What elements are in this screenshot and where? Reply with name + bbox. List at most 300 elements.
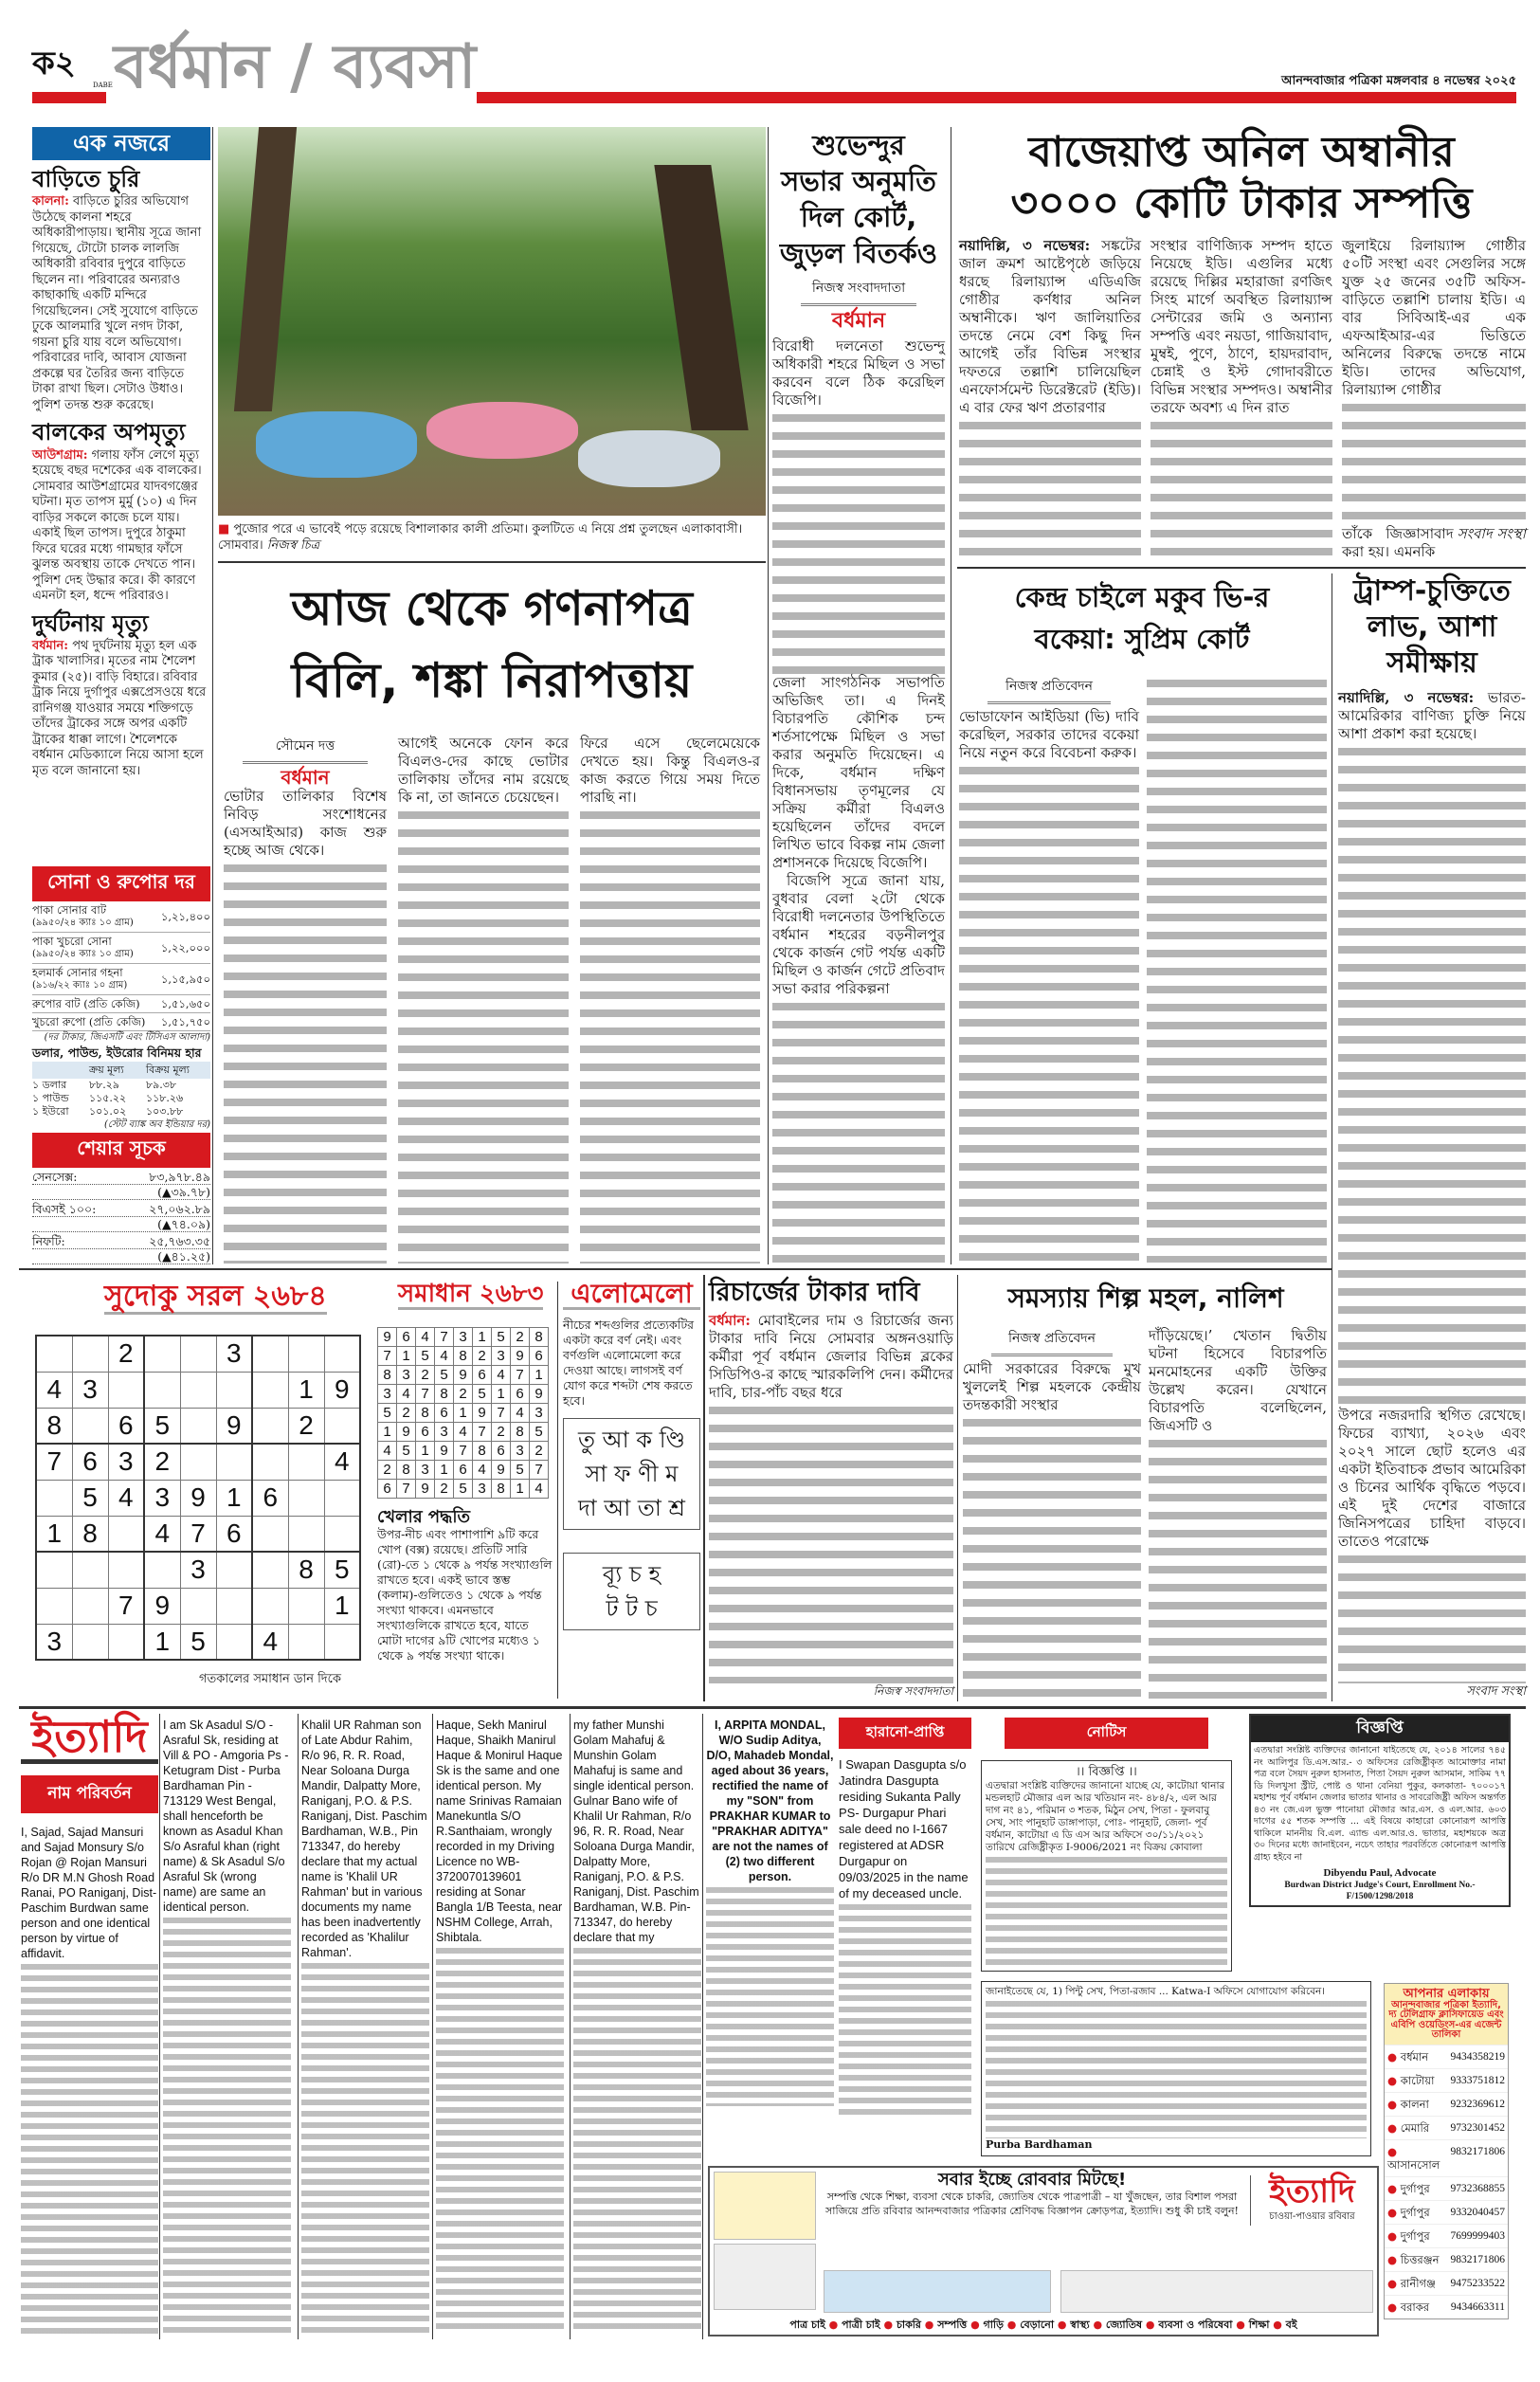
- grid-cell: 9: [216, 1408, 252, 1444]
- agent-phone[interactable]: 9333751812: [1450, 2074, 1505, 2086]
- grid-cell[interactable]: [288, 1444, 324, 1480]
- agent-phone[interactable]: 9232369612: [1450, 2098, 1505, 2110]
- brief-text: গলায় ফাঁস লেগে মৃত্যু হয়েছে বছর দশেকের এক বালকের। সোমবার আউশগ্রামের যাদবগঞ্জের ঘটনা। মৃত তাপস মুর্মু (১০) এ দিন বাড়ির সকলে কাজে চলে যায়। একাই ছিল তাপস। দুপুরে ঠাকুমা ফিরে ঘরের মধ্যে গামছার ফাঁসে ঝুলন্ত অবস্থায় তাকে দেখতে পান। পুলিশ দেহ উদ্ধার করে। কী কারণে এমনটা হল, ধন্দে পরিবারও।: [32, 447, 202, 604]
- agent-phone[interactable]: 9434358219: [1450, 2050, 1505, 2063]
- grid-cell: 4: [473, 1461, 492, 1480]
- grid-cell[interactable]: [180, 1372, 216, 1408]
- location-tag: বর্ধমান: [281, 766, 330, 789]
- vi-headline: [957, 576, 1327, 660]
- grid-cell: 6: [397, 1328, 416, 1347]
- grid-cell[interactable]: [324, 1408, 360, 1444]
- grid-cell: 8: [288, 1552, 324, 1588]
- currency: ১ পাউন্ড: [32, 1092, 69, 1104]
- share-index-row: [32, 1202, 210, 1232]
- notice-text: I, ARPITA MONDAL, W/O Sudip Aditya, D/O, Mahadeb Mondal, aged about 36 years, rectified the name of my "SON" from PRAKHAR KUMAR to "PRAKHAR ADITYA" are not the names of (2) two different person.: [706, 1718, 834, 1883]
- grid-row: [378, 1347, 549, 1366]
- grid-cell[interactable]: [144, 1552, 180, 1588]
- section-masthead: বর্ধমান / ব্যবসা: [114, 32, 477, 102]
- agent-list: [1384, 1983, 1509, 2319]
- agent-row: ● কালনা 9232369612: [1385, 2092, 1508, 2116]
- byline: সৌমেন দত্ত: [275, 738, 335, 754]
- agent-subtitle: আনন্দবাজার পত্রিকা ইত্যাদি, দ্য টেলিগ্রাফ ক্লাসিফায়েড এবং এবিপি ওয়েডিংস-এর এজেন্ট তালিকা: [1388, 1999, 1504, 2041]
- grid-cell: 7: [473, 1423, 492, 1442]
- grid-cell: 3: [511, 1442, 530, 1461]
- index-name: সেনসেক্স:: [32, 1170, 78, 1184]
- grid-cell: 9: [416, 1480, 435, 1499]
- sidebar-brief: [32, 609, 210, 780]
- grid-cell[interactable]: [180, 1444, 216, 1480]
- grid-cell: 8: [378, 1366, 397, 1385]
- anil-col-3: [1342, 237, 1526, 561]
- sell-rate: ১০৩.৮৮: [146, 1105, 184, 1118]
- grid-cell: 9: [180, 1480, 216, 1516]
- grid-cell: 9: [324, 1372, 360, 1408]
- grid-cell[interactable]: [180, 1408, 216, 1444]
- index-value: ৮৩,৯৭৮.৪৯: [149, 1170, 210, 1184]
- classified-column: [163, 1718, 291, 2334]
- location-tag: কালনা:: [32, 194, 69, 209]
- grid-cell: 7: [435, 1328, 454, 1347]
- ad-category: গাড়ি: [983, 2318, 1004, 2331]
- sidebar-brief: [32, 168, 210, 413]
- grid-cell: 3: [530, 1404, 549, 1423]
- ittadi-advertisement: সবার ইচ্ছে রোববার মিটছে! সম্পত্তি থেকে শিক্ষা, ব্যবসা থেকে চাকরি, জ্যোতিষ থেকে পাত্রপাত্রী – যা খুঁজছেন, তার বিশাল পসরা সাজিয়ে প্রতি রবিবার আনন্দবাজার পত্রিকার শ্রেণিবদ্ধ বিজ্ঞাপন ক্রোড়পত্র, ইত্যাদি। শুধু কী চাই বলুন! ইত্যাদি চাওয়া-পাওয়ার রবিবার পাত্র চাই ● পাত্রী চাই ● চাকরি ● সম্পত্তি ● গাড়ি ● বেড়ানো ● স্বাস্থ্য ● জ্যোতিষ ● ব্যবসা ও পরিষেবা ● শিক্ষা ● বই: [708, 2166, 1379, 2337]
- sidebar-brief: [32, 421, 210, 604]
- grid-cell: 7: [36, 1444, 72, 1480]
- grid-row: [36, 1516, 360, 1552]
- jumbled-word: তু আ ক ণ্ডি: [578, 1427, 685, 1454]
- bijnapti-notice: [1249, 1714, 1511, 1907]
- grid-cell: 9: [378, 1328, 397, 1347]
- ittadi-ad-logo: ইত্যাদি: [1269, 2173, 1355, 2210]
- byline: নিজস্ব সংবাদদাতা: [811, 281, 906, 296]
- grid-cell[interactable]: [252, 1516, 288, 1552]
- grid-cell[interactable]: [72, 1624, 108, 1660]
- ad-category: শিক্ষা: [1248, 2318, 1270, 2331]
- grid-cell: 3: [473, 1480, 492, 1499]
- agent-row: ● চিত্তরঞ্জন 9832171806: [1385, 2247, 1508, 2271]
- grid-cell: 1: [435, 1461, 454, 1480]
- grid-row: [378, 1461, 549, 1480]
- agent-phone[interactable]: 9475233522: [1450, 2277, 1505, 2289]
- grid-cell: 3: [144, 1480, 180, 1516]
- headline-line: ট্রাম্প-চুক্তিতে: [1353, 574, 1511, 608]
- grid-cell: 2: [530, 1442, 549, 1461]
- brief-headline: দুর্ঘটনায় মৃত্যু: [32, 609, 149, 637]
- grid-cell: 2: [144, 1444, 180, 1480]
- brief-text: বাড়িতে চুরির অভিযোগ উঠেছে কালনা শহরে অধিকারীপাড়ায়। স্থানীয় সূত্রে জানা গিয়েছে, টোটো চালক লালজি অধিকারী রবিবার দুপুরে বাড়িতে ছিলেন না। পরিবারের অন্যরাও কাছাকাছি একটি মন্দিরে গিয়েছিলেন। সেই সুযোগে বাড়িতে ঢুকে আলমারি খুলে নগদ টাকা, গয়না চুরি যায় বলে অভিযোগ। পরিবারের দাবি, আবাস যোজনা প্রকল্পে ঘর তৈরির জন্য বাড়িতে টাকা রাখা ছিল। সেটাও উধাও। পুলিশ তদন্ত শুরু করেছে।: [32, 194, 202, 412]
- bijnapti-title: বিজ্ঞপ্তি: [1251, 1716, 1509, 1742]
- grid-cell: 2: [492, 1423, 511, 1442]
- rate-price: ১,৫১,৬৫০: [160, 997, 210, 1010]
- grid-cell[interactable]: [288, 1624, 324, 1660]
- notice-text: I am Sk Asadul S/O - Asraful Sk, residing at Vill & PO - Amgoria Ps - Ketugram Dist - Purba Bardhaman Pin - 713129 West Bengal, shall henceforth be known as Asadul Khan S/o Asraful khan (right name) & Sk Asadul S/o Asraful Sk (wrong name) are same an identical person.: [163, 1718, 289, 1914]
- grid-row: [36, 1588, 360, 1624]
- agent-phone[interactable]: 9732301452: [1450, 2121, 1505, 2134]
- grid-row: [378, 1366, 549, 1385]
- grid-cell[interactable]: [216, 1552, 252, 1588]
- location-tag: আউশগ্রাম:: [32, 447, 88, 463]
- brief-body: [32, 194, 210, 413]
- index-name: বিএসই ১০০:: [32, 1202, 97, 1216]
- grid-cell: 2: [416, 1366, 435, 1385]
- rate-label: রুপোর বাট (প্রতি কেজি): [32, 997, 140, 1010]
- grid-cell: 3: [180, 1552, 216, 1588]
- grid-cell: 6: [108, 1408, 144, 1444]
- lead-col-3: [580, 735, 760, 1264]
- agent-place: বরাকর: [1400, 2300, 1430, 2314]
- grid-cell: 1: [216, 1480, 252, 1516]
- news-photo-kali-idol: [218, 127, 766, 516]
- grid-cell: 4: [511, 1404, 530, 1423]
- credit: সংবাদ সংস্থা: [1466, 1684, 1526, 1699]
- ad-category: বই: [1285, 2318, 1297, 2331]
- grid-cell: 9: [397, 1423, 416, 1442]
- notice-text: Haque, Sekh Manirul Haque, Shaikh Manirul Haque & Monirul Haque Sk is the same and one identical person. My name Srinivas Ramaian Manekuntla S/O R.Santhaiam, wrongly recorded in my Driving Licence no WB-3720070139601 residing at Sonar Bangla 1/B Teesta, near NSHM College, Arrah, Shibtala.: [436, 1718, 563, 1944]
- agent-row: ● বর্ধমান 9434358219: [1385, 2045, 1508, 2068]
- vi-col-1: [959, 675, 1139, 1263]
- grid-cell[interactable]: [72, 1588, 108, 1624]
- agent-row: ● দুর্গাপুর 9732368855: [1385, 2176, 1508, 2200]
- grid-row: [378, 1423, 549, 1442]
- gold-silver-rates: [32, 866, 210, 1264]
- lead-headline-line: আজ থেকে গণনাপত্র: [291, 581, 693, 636]
- ad-category: স্বাস্থ্য: [1070, 2318, 1090, 2331]
- grid-cell: 5: [473, 1385, 492, 1404]
- grid-row: [36, 1552, 360, 1588]
- grid-cell[interactable]: [252, 1372, 288, 1408]
- grid-cell: 3: [397, 1366, 416, 1385]
- index-value: ২৫,৭৬৩.৩৫: [149, 1234, 210, 1248]
- agent-phone[interactable]: 9832171806: [1450, 2253, 1505, 2265]
- ad-text: সম্পত্তি থেকে শিক্ষা, ব্যবসা থেকে চাকরি, জ্যোতিষ থেকে পাত্রপাত্রী – যা খুঁজছেন, তার বিশাল পসরা সাজিয়ে প্রতি রবিবার আনন্দবাজার পত্রিকার শ্রেণিবদ্ধ বিজ্ঞাপন ক্রোড়পত্র, ইত্যাদি। শুধু কী চাই বলুন!: [825, 2190, 1239, 2217]
- grid-cell: 6: [416, 1423, 435, 1442]
- agent-row: ● দুর্গাপুর 9332040457: [1385, 2200, 1508, 2224]
- classified-column: [706, 1718, 834, 2106]
- agent-place: বর্ধমান: [1400, 2049, 1429, 2064]
- notice-text: my father Munshi Golam Mahafuj & Munshin Golam Mahafuj is same and single identical person. Gulnar Bano wife of Khalil Ur Rahman, R/o 96, R. R. Road, Near Soloana Durga Mandir, Dalpatty More, Raniganj, P.O. & P.S. Raniganj, Dist. Paschim Bardhaman, W.B. Pin-713347, do hereby declare that my: [573, 1718, 699, 1944]
- article-text: সংস্থার বাণিজ্যিক সম্পদ হাতে নিয়েছে ইডি। এগুলির মধ্যে রয়েছে দিল্লির মহারাজা রণজিৎ সিংহ মার্গে অবস্থিত রিলায়্যান্স সেন্টারের জমি ও অন্যান্য সম্পত্তি এবং নয়ডা, গাজিয়াবাদ, মুম্বই, পুণে, ঠাণে, হায়দরাবাদ, চেন্নাই ও ইস্ট গোদাবরীতে বিভিন্ন সংস্থার সম্পদও। অম্বানীর তরফে অবশ্য এ দিন রাত: [1150, 237, 1332, 416]
- rules-title: খেলার পদ্ধতি: [377, 1507, 470, 1527]
- grid-cell: 4: [36, 1372, 72, 1408]
- notice-text: I, Sajad, Sajad Mansuri and Sajad Monsury S/o Rojan @ Rojan Mansuri R/o DR M.N Ghosh Road Ranai, PO Raniganj, Dist- Paschim Burdwan same person and one identical person by virtue of affidavit.: [21, 1826, 157, 1961]
- grid-cell: 8: [397, 1461, 416, 1480]
- grid-cell[interactable]: [36, 1552, 72, 1588]
- sell-rate: ১১৮.২৬: [146, 1092, 184, 1104]
- gold-rates-title: সোনা ও রুপোর দর: [32, 866, 210, 901]
- jumble-instructions: নীচের শব্দগুলির প্রত্যেকটির একটা করে বর্ণ নেই। এবং বর্ণগুলি এলোমেলো করে দেওয়া আছে। লাগসই বর্ণ যোগ করে শব্দটা শেষ করতে হবে।: [563, 1318, 695, 1409]
- agent-place: দুর্গাপুর: [1400, 2181, 1430, 2195]
- jumble-puzzle: [563, 1280, 700, 1630]
- share-index-title: শেয়ার সূচক: [32, 1133, 210, 1168]
- agent-row: ● কাটোয়া 9333751812: [1385, 2068, 1508, 2092]
- grid-cell: 9: [530, 1385, 549, 1404]
- grid-cell[interactable]: [324, 1516, 360, 1552]
- at-a-glance-sidebar: [32, 127, 210, 1264]
- grid-cell: 9: [492, 1461, 511, 1480]
- grid-cell[interactable]: [252, 1552, 288, 1588]
- byline: নিজস্ব প্রতিবেদন: [1008, 1331, 1096, 1346]
- grid-cell: 8: [492, 1480, 511, 1499]
- agent-title: আপনার এলাকায়: [1403, 1987, 1490, 2001]
- grid-cell: 3: [454, 1328, 473, 1347]
- article-text: উপরে নজরদারি স্থগিত রেখেছে। ফিচের ব্যাখ্যা, ২০২৬ এবং ২০২৭ সালে ছোট হলেও এর একটা ইতিবাচক প্রভাব আমেরিকা ও চিনের আর্থিক বৃদ্ধিতে পড়বে। এই দুই দেশের বাজারে জিনিসপত্রের চাহিদা বাড়বে। তাতেও পরোক্ষে: [1338, 1407, 1526, 1550]
- rules: [377, 1509, 553, 1664]
- grid-cell: 7: [378, 1347, 397, 1366]
- grid-cell[interactable]: [180, 1588, 216, 1624]
- grid-cell: 8: [511, 1423, 530, 1442]
- solution-grid: [377, 1327, 549, 1499]
- grid-cell: 1: [492, 1385, 511, 1404]
- rate-row: [32, 933, 210, 964]
- grid-cell: 7: [454, 1442, 473, 1461]
- agent-phone[interactable]: 9832171806: [1450, 2145, 1505, 2157]
- grid-cell: 9: [511, 1347, 530, 1366]
- grid-cell[interactable]: [72, 1408, 108, 1444]
- lost-found: [839, 1718, 971, 2116]
- grid-cell[interactable]: [288, 1336, 324, 1372]
- grid-cell[interactable]: [108, 1372, 144, 1408]
- grid-cell[interactable]: [36, 1588, 72, 1624]
- brief-headline: বাড়িতে চুরি: [32, 166, 140, 193]
- grid-cell[interactable]: [288, 1480, 324, 1516]
- byline: নিজস্ব প্রতিবেদন: [1006, 679, 1093, 694]
- vi-col-2: [1147, 675, 1327, 1263]
- location-tag: বর্ধমান:: [709, 1312, 751, 1330]
- ad-category: পাত্রী চাই: [842, 2318, 880, 2331]
- grid-cell[interactable]: [36, 1480, 72, 1516]
- dateline: আনন্দবাজার পত্রিকা মঙ্গলবার ৪ নভেম্বর ২০২৫: [1281, 74, 1516, 88]
- grid-cell[interactable]: [108, 1516, 144, 1552]
- grid-cell[interactable]: [252, 1336, 288, 1372]
- rate-row: [32, 901, 210, 933]
- grid-cell: 5: [378, 1404, 397, 1423]
- ad-category: সম্পত্তি: [937, 2318, 968, 2331]
- grid-cell: 9: [454, 1366, 473, 1385]
- page-number: ক২: [32, 45, 76, 82]
- rate-label: খুচরো রুপো (প্রতি কেজি): [32, 1015, 146, 1028]
- grid-cell: 6: [473, 1366, 492, 1385]
- notice-box-2: [981, 1981, 1371, 2156]
- grid-cell[interactable]: [252, 1444, 288, 1480]
- grid-cell[interactable]: [252, 1588, 288, 1624]
- grid-row: [36, 1480, 360, 1516]
- grid-cell[interactable]: [180, 1336, 216, 1372]
- article-text: সঙ্কটের জাল ক্রমশ আষ্টেপৃষ্ঠে জড়িয়ে ধরছে রিলায়্যান্স এডিএজি গোষ্ঠীর কর্ণধার অনিল অম্বানীকে। ঋণ জালিয়াতির তদন্তে নেমে বেশ কিছু দিন আগেই তাঁর বিভিন্ন সংস্থার দফতরে তল্লাশি চালিয়েছিল এনফোর্সমেন্ট ডিরেক্টরেট (ইডি)। এ বার ফের ঋণ প্রতারণার: [959, 237, 1141, 416]
- agent-phone[interactable]: 9434663311: [1450, 2300, 1505, 2313]
- grid-cell: 2: [288, 1408, 324, 1444]
- grid-cell: 2: [454, 1385, 473, 1404]
- lead-headline-line: বিলি, শঙ্কা নিরাপত্তায়: [291, 653, 693, 708]
- grid-cell: 7: [180, 1516, 216, 1552]
- headline-line: লাভ, আশা: [1367, 610, 1497, 644]
- grid-cell: 6: [492, 1442, 511, 1461]
- grid-cell: 1: [144, 1624, 180, 1660]
- brief-body: [32, 448, 210, 605]
- headline-line: শুভেন্দুর: [812, 129, 905, 161]
- agent-row: ● দুর্গাপুর 7699999403: [1385, 2224, 1508, 2247]
- agent-phone[interactable]: 9732368855: [1450, 2182, 1505, 2194]
- lead-col-1: [224, 735, 387, 1264]
- grid-cell: 4: [435, 1347, 454, 1366]
- grid-cell[interactable]: [324, 1480, 360, 1516]
- grid-cell[interactable]: [324, 1336, 360, 1372]
- grid-cell: 9: [435, 1442, 454, 1461]
- rate-label: পাকা খুচরো সোনা: [32, 935, 112, 948]
- rate-sub: (৯৯৫০/২৪ ক্যাঃ ১০ গ্রাম): [32, 918, 134, 928]
- forex-row: [32, 1092, 210, 1105]
- photo-credit: নিজস্ব চিত্র: [266, 538, 320, 553]
- forex-buy-header: ক্রয় মূল্য: [89, 1064, 124, 1076]
- share-index-row: [32, 1234, 210, 1264]
- grid-cell: 3: [378, 1385, 397, 1404]
- section-title: নাম পরিবর্তন: [21, 1775, 158, 1813]
- notice-subtitle: ।। বিজ্ঞপ্তি ।।: [1076, 1765, 1137, 1779]
- agent-place: দুর্গাপুর: [1400, 2205, 1430, 2219]
- headline-line: দিল কোর্ট,: [800, 201, 917, 233]
- grid-cell: 2: [108, 1336, 144, 1372]
- grid-cell[interactable]: [108, 1624, 144, 1660]
- grid-cell: 8: [36, 1408, 72, 1444]
- jumbled-word: ট ট চ: [606, 1595, 658, 1623]
- grid-cell: 7: [416, 1385, 435, 1404]
- article-text: জুলাইয়ে রিলায়্যান্স গোষ্ঠীর ৫০টি সংস্থা এবং সেগুলির সঙ্গে যুক্ত ২৫ জনের ৩৫টি অফিস-বাড়িতে তল্লাশি চালায় ইডি। এ বার সিবিআই-এর এক এফআইআর-এর ভিত্তিতে অনিলের বিরুদ্ধে তদন্তে নামে ইডি। তাদের অভিযোগ, রিলায়্যান্স গোষ্ঠীর: [1342, 237, 1526, 398]
- currency: ১ ইউরো: [32, 1105, 69, 1118]
- grid-cell: 2: [435, 1480, 454, 1499]
- credit: নিজস্ব সংবাদদাতা: [873, 1684, 953, 1698]
- agent-place: রানীগঞ্জ: [1400, 2276, 1436, 2290]
- grid-cell: 1: [397, 1347, 416, 1366]
- currency: ১ ডলার: [32, 1079, 67, 1091]
- rate-price: ১,৫১,৭৫০: [160, 1015, 210, 1028]
- grid-cell: 8: [454, 1347, 473, 1366]
- agent-place: কাটোয়া: [1400, 2073, 1435, 2087]
- rate-row: [32, 1013, 210, 1031]
- notice-text: এতদ্বারা সংশ্লিষ্ট ব্যক্তিদের জানানো যাইতেছে যে, ২০১৪ সালের ৭৪৫ নং আলিপুর ডি.এস.আর.- ৩ অফিসের রেজিষ্ট্রীকৃত আমোক্তার নামা পত্র বলে সৈয়দ নুরুল হাসনাত, পিতা সৈয়দ নুরুল আসমান, সাকিম ৭৭ ডি দিলখুসা স্ট্রীট, পোষ্ট ও থানা বেনিয়া পুকুর, কলকাতা- ৭০০০১৭ মহাশয় পূর্ব বর্ধমান জেলার ভাতার থানার ও সাবরেজিষ্ট্রী অফিস অন্তর্গত ৪৩ নং জে.এল ভুক্ত পানোয়া মৌজার আর.এস. ও এল.আর. ৬০৩ দাগের ৫৫ শতক সম্পত্তি ... এই বিষয়ে কাহারো কোনোরূপ আপত্তি থাকিলে মাননীয় বি.এল. এ্যান্ড এল.আর.ও. ভাতার, মহাশয়কে অত্র ৩০ দিনের মধ্যে জানাইবেন, নচেৎ তাহার পরবর্তিতে কোনোরূপ আপত্তি গ্রাহ্য হইবে না: [1254, 1745, 1506, 1863]
- grid-cell: 6: [378, 1480, 397, 1499]
- grid-cell: 3: [416, 1461, 435, 1480]
- grid-cell: 8: [72, 1516, 108, 1552]
- grid-cell: 3: [216, 1336, 252, 1372]
- grid-cell[interactable]: [288, 1516, 324, 1552]
- advocate-name: Dibyendu Paul, Advocate: [1323, 1867, 1437, 1879]
- grid-cell[interactable]: [72, 1552, 108, 1588]
- grid-cell: 7: [530, 1461, 549, 1480]
- grid-cell: 2: [511, 1328, 530, 1347]
- dateline: নয়াদিল্লি, ৩ নভেম্বর:: [1338, 689, 1475, 706]
- grid-cell: 3: [435, 1423, 454, 1442]
- sell-rate: ৮৯.৩৮: [146, 1079, 177, 1091]
- article-text: ভোটার তালিকার বিশেষ নিবিড় সংশোধনের (এসআইআর) কাজ শুরু হচ্ছে আজ থেকে।: [224, 788, 387, 859]
- anil-col-1: [959, 237, 1141, 561]
- grid-row: [378, 1385, 549, 1404]
- jumbled-word: দা আ তা শ্র: [578, 1495, 685, 1522]
- location-tag: বর্ধমান:: [32, 638, 69, 653]
- grid-cell[interactable]: [216, 1444, 252, 1480]
- rate-label: হলমার্ক সোনার গহনা: [32, 966, 123, 979]
- grid-cell[interactable]: [108, 1552, 144, 1588]
- forex-row: [32, 1105, 210, 1118]
- grid-cell: 2: [397, 1404, 416, 1423]
- grid-cell: 7: [511, 1366, 530, 1385]
- grid-cell[interactable]: [144, 1372, 180, 1408]
- industry-col-1: [963, 1327, 1141, 1699]
- grid-row: [36, 1408, 360, 1444]
- grid-cell: 5: [511, 1461, 530, 1480]
- court-enrollment: Burdwan District Judge's Court, Enrollment No.- F/1500/1298/2018: [1284, 1881, 1476, 1901]
- grid-cell[interactable]: [324, 1624, 360, 1660]
- grid-cell: 7: [492, 1404, 511, 1423]
- notice-text: I Swapan Dasgupta s/o Jatindra Dasgupta residing Sukanta Pally PS- Durgapur Phari sale deed no I-1667 registered at ADSR Durgapur on 09/03/2025 in the name of my deceased uncle.: [839, 1757, 969, 1900]
- agent-phone[interactable]: 9332040457: [1450, 2206, 1505, 2218]
- agent-place: কালনা: [1400, 2097, 1429, 2111]
- brief-headline: বালকের অপমৃত্যু: [32, 419, 186, 446]
- agent-row: ● রানীগঞ্জ 9475233522: [1385, 2271, 1508, 2295]
- sidebar-title: এক নজরে: [32, 127, 210, 160]
- grid-cell: 2: [378, 1461, 397, 1480]
- grid-cell: 4: [144, 1516, 180, 1552]
- grid-cell[interactable]: [216, 1372, 252, 1408]
- grid-cell: 5: [397, 1442, 416, 1461]
- classifieds-name-change: [21, 1711, 158, 2335]
- article-text: মোবাইলের দাম ও রিচার্জের জন্য টাকার দাবি নিয়ে সোমবার অঙ্গনওয়াড়ি কর্মীরা পূর্ব বর্ধমান জেলার বিভিন্ন ব্লকের সিডিপিও-র কাছে স্মারকলিপি দেন। কর্মীদের দাবি, চার-পাঁচ বছর ধরে: [709, 1312, 953, 1402]
- article-text: বিরোধী দলনেতা শুভেন্দু অধিকারী শহরে মিছিল ও সভা করবেন বলে ঠিক করেছিল বিজেপি।: [772, 337, 945, 409]
- forex-note: (স্টেট ব্যাঙ্ক অব ইন্ডিয়ার দর): [103, 1119, 210, 1130]
- grid-cell: 6: [454, 1461, 473, 1480]
- grid-cell: 3: [36, 1624, 72, 1660]
- grid-row: [378, 1480, 549, 1499]
- anil-headline: [957, 127, 1526, 229]
- grid-cell[interactable]: [216, 1588, 252, 1624]
- sudoku-title: সুদোকু সরল ২৬৮৪: [104, 1280, 327, 1313]
- grid-cell[interactable]: [288, 1588, 324, 1624]
- grid-cell: 1: [473, 1328, 492, 1347]
- sudoku-grid: [35, 1335, 361, 1661]
- headline-line: ৩০০০ কোটি টাকার সম্পত্তি: [1010, 179, 1473, 227]
- lost-found-title: হারানো-প্রাপ্তি: [839, 1718, 971, 1749]
- grid-cell: 5: [144, 1408, 180, 1444]
- grid-cell[interactable]: [144, 1336, 180, 1372]
- agent-phone[interactable]: 7699999403: [1450, 2229, 1505, 2242]
- grid-cell: 4: [530, 1480, 549, 1499]
- buy-rate: ৮৮.২৯: [89, 1079, 120, 1091]
- article-text: মোদী সরকারের বিরুদ্ধে মুখ খুললেই শিল্প মহলকে কেন্দ্রীয় তদন্তকারী সংস্থার: [963, 1360, 1141, 1413]
- grid-cell: 4: [252, 1624, 288, 1660]
- grid-cell: 6: [72, 1444, 108, 1480]
- brief-text: পথ দুর্ঘটনায় মৃত্যু হল এক ট্রাক খালাসির। মৃতের নাম শৈলেশ কুমার (২৫)। বাড়ি বিহারে। রবিবার ট্রাক নিয়ে দুর্গাপুর এক্সপ্রেসওয়ে ধরে রানিগঞ্জ যাওয়ার সময়ে শক্তিগড়ে তাঁদের ট্রাকের সঙ্গে অপর একটি ট্রাকের ধাক্কা লাগে। শৈলেশকে বর্ধমান মেডিক্যালে নিয়ে আসা হলে মৃত বলে জানানো হয়।: [32, 638, 207, 778]
- ad-category: জ্যোতিষ: [1105, 2318, 1143, 2331]
- headline-line: জুড়ল বিতর্কও: [779, 237, 938, 269]
- grid-cell[interactable]: [36, 1336, 72, 1372]
- industry-headline: সমস্যায় শিল্প মহল, নালিশ: [1007, 1282, 1284, 1314]
- photo-caption: ■ পুজোর পরে এ ভাবেই পড়ে রয়েছে বিশালাকার কালী প্রতিমা। কুলটিতে এ নিয়ে প্রশ্ন তুলছেন এলাকাবাসী। সোমবার। নিজস্ব চিত্র: [218, 522, 743, 553]
- ad-category: ব্যবসা ও পরিষেবা: [1158, 2318, 1233, 2331]
- grid-cell: 6: [216, 1516, 252, 1552]
- rate-price: ১,২২,০০০: [160, 941, 210, 955]
- grid-cell: 1: [511, 1480, 530, 1499]
- rate-label: পাকা সোনার বাট: [32, 903, 106, 917]
- grid-cell[interactable]: [216, 1624, 252, 1660]
- location-tag: বর্ধমান: [831, 309, 886, 333]
- agent-row: ● বরাকর 9434663311: [1385, 2295, 1508, 2318]
- grid-cell: 9: [473, 1404, 492, 1423]
- grid-cell[interactable]: [72, 1336, 108, 1372]
- grid-row: [36, 1624, 360, 1660]
- grid-cell[interactable]: [252, 1408, 288, 1444]
- rate-price: ১,২১,৪০০: [160, 910, 210, 923]
- grid-cell: 5: [530, 1423, 549, 1442]
- grid-cell: 3: [108, 1444, 144, 1480]
